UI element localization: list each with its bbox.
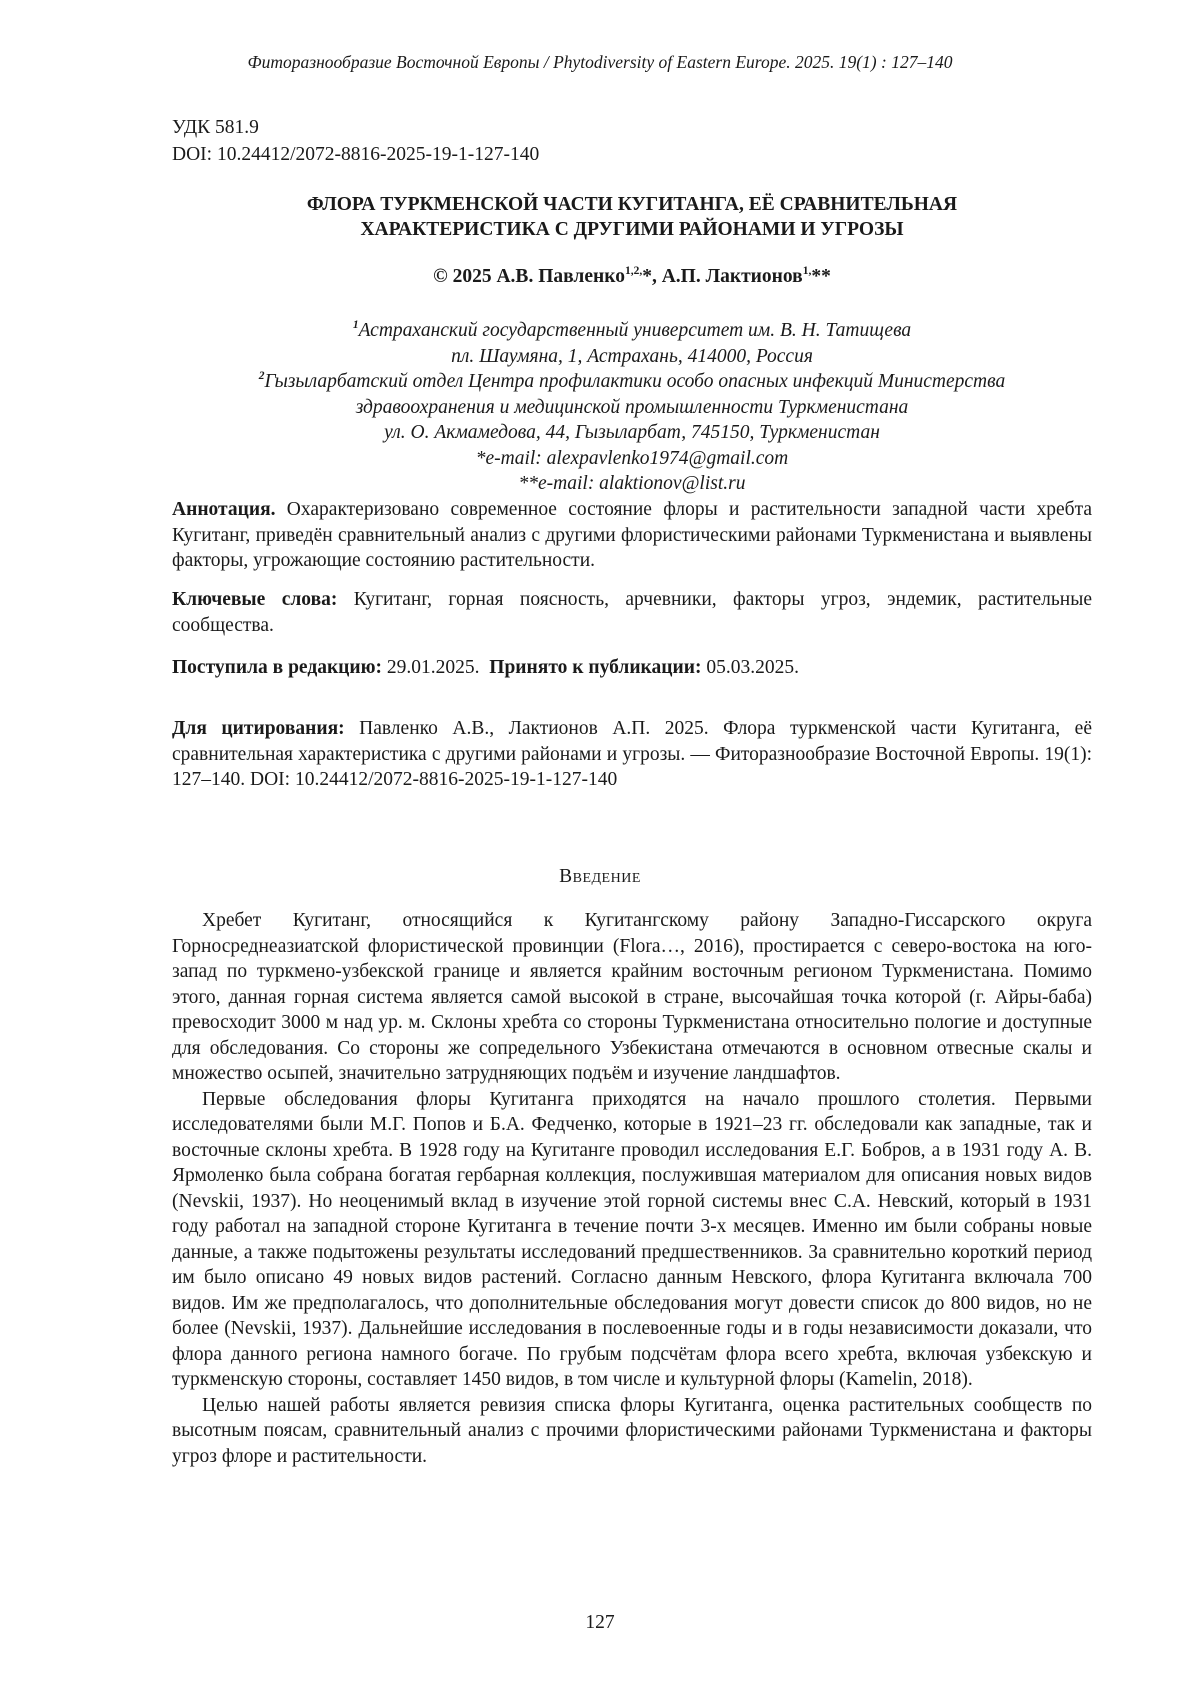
email-1: *e-mail: alexpavlenko1974@gmail.com: [172, 446, 1092, 472]
paragraph: Целью нашей работы является ревизия списка флоры Кугитанга, оценка растительных сообществ по высотным поясам, сравнительный анализ с прочими флористическими районами Туркменистана и факторы угроз флоре и растительности.: [172, 1393, 1092, 1470]
citation: [172, 716, 1092, 793]
affiliations: [172, 318, 1092, 497]
citation-label: Для цитирования:: [172, 718, 345, 739]
abstract: [172, 497, 1092, 574]
author-1-mark: *,: [642, 266, 662, 287]
keywords-label: Ключевые слова:: [172, 589, 337, 610]
title-line-1: ФЛОРА ТУРКМЕНСКОЙ ЧАСТИ КУГИТАНГА, ЕЁ СРАВНИТЕЛЬНАЯ: [172, 192, 1092, 217]
abstract-text: Охарактеризовано современное состояние флоры и растительности западной части хребта Кугитанг, приведён сравнительный анализ с другими флористическими районами Туркменистана и выявлены факторы, угрожающие состоянию растительности.: [172, 499, 1092, 571]
affiliation-2-name: Гызыларбатский отдел Центра профилактики особо опасных инфекций Министерства: [265, 371, 1006, 392]
author-1-affil: 1,2,: [625, 265, 642, 277]
page-number: 127: [0, 1612, 1200, 1634]
title-line-2: ХАРАКТЕРИСТИКА С ДРУГИМИ РАЙОНАМИ И УГРОЗЫ: [172, 217, 1092, 242]
affiliation-2-address: ул. О. Акмамедова, 44, Гызыларбат, 745150, Туркменистан: [172, 420, 1092, 446]
keywords-text: Кугитанг, горная поясность, арчевники, факторы угроз, эндемик, растительные сообщества.: [172, 589, 1092, 636]
received-date: 29.01.2025.: [382, 657, 480, 678]
introduction-body: [172, 908, 1092, 1469]
abstract-label: Аннотация.: [172, 499, 276, 520]
keywords: [172, 587, 1092, 638]
udk-code: УДК 581.9: [172, 114, 539, 141]
citation-text: Павленко А.В., Лактионов А.П. 2025. Флора туркменской части Кугитанга, её сравнительная характеристика с другими районами и угрозы. — Фиторазнообразие Восточной Европы. 19(1): 127–140. DOI: 10.24412/2072-8816-2025-19-1-127-140: [172, 718, 1092, 790]
doi: DOI: 10.24412/2072-8816-2025-19-1-127-140: [172, 141, 539, 168]
affiliation-2-name-cont: здравоохранения и медицинской промышленности Туркменистана: [172, 395, 1092, 421]
affiliation-1-number: 1: [353, 319, 359, 331]
author-list: [172, 266, 1092, 288]
received-label: Поступила в редакцию:: [172, 657, 382, 678]
accepted-date: 05.03.2025.: [701, 657, 799, 678]
author-2-affil: 1,: [803, 265, 812, 277]
paragraph: Хребет Кугитанг, относящийся к Кугитангскому району Западно-Гиссарского округа Горносреднеазиатской флористической провинции (Flora…, 2016), простирается с северо-востока на юго-запад по туркмено-узбекской границе и является крайним восточным регионом Туркменистана. Помимо этого, данная горная система является самой высокой в стране, высочайшая точка которой (г. Айры-баба) превосходит 3000 м над ур. м. Склоны хребта со стороны Туркменистана относительно пологие и доступные для обследования. Со стороны же сопредельного Узбекистана отмечаются в основном отвесные скалы и множество осыпей, значительно затрудняющих подъём и изучение ландшафтов.: [172, 908, 1092, 1087]
email-2: **e-mail: alaktionov@list.ru: [172, 471, 1092, 497]
affiliation-1-name: Астраханский государственный университет им. В. Н. Татищева: [359, 320, 912, 341]
article-title: [172, 192, 1092, 242]
article-meta: [172, 114, 539, 168]
running-header: Фиторазнообразие Восточной Европы / Phytodiversity of Eastern Europe. 2025. 19(1) : 127–140: [0, 52, 1200, 73]
section-heading: Введение: [0, 866, 1200, 888]
author-2-mark: **: [811, 266, 831, 287]
author-1: © 2025 А.В. Павленко: [433, 266, 625, 287]
publication-dates: [172, 655, 1092, 681]
affiliation-2-number: 2: [259, 370, 265, 382]
affiliation-1-address: пл. Шаумяна, 1, Астрахань, 414000, Россия: [172, 344, 1092, 370]
accepted-label: Принято к публикации:: [489, 657, 701, 678]
affiliation-2: [172, 369, 1092, 395]
paragraph: Первые обследования флоры Кугитанга приходятся на начало прошлого столетия. Первыми исследователями были М.Г. Попов и Б.А. Федченко, которые в 1921–23 гг. обследовали как западные, так и восточные склоны хребта. В 1928 году на Кугитанге проводил исследования Е.Г. Бобров, а в 1931 году А. В. Ярмоленко была собрана богатая гербарная коллекция, послужившая материалом для описания новых видов (Nevskii, 1937). Но неоценимый вклад в изучение этой горной системы внес С.А. Невский, который в 1931 году работал на западной стороне Кугитанга в течение почти 3-х месяцев. Именно им были собраны новые данные, а также подытожены результаты исследований предшественников. За сравнительно короткий период им было описано 49 новых видов растений. Согласно данным Невского, флора Кугитанга включала 700 видов. Им же предполагалось, что дополнительные обследования могут довести список до 800 видов, но не более (Nevskii, 1937). Дальнейшие исследования в послевоенные годы и в годы независимости доказали, что флора данного региона намного богаче. По грубым подсчётам флора всего хребта, включая узбекскую и туркменскую стороны, составляет 1450 видов, в том числе и культурной флоры (Kamelin, 2018).: [172, 1087, 1092, 1393]
author-2: А.П. Лактионов: [662, 266, 803, 287]
affiliation-1: [172, 318, 1092, 344]
